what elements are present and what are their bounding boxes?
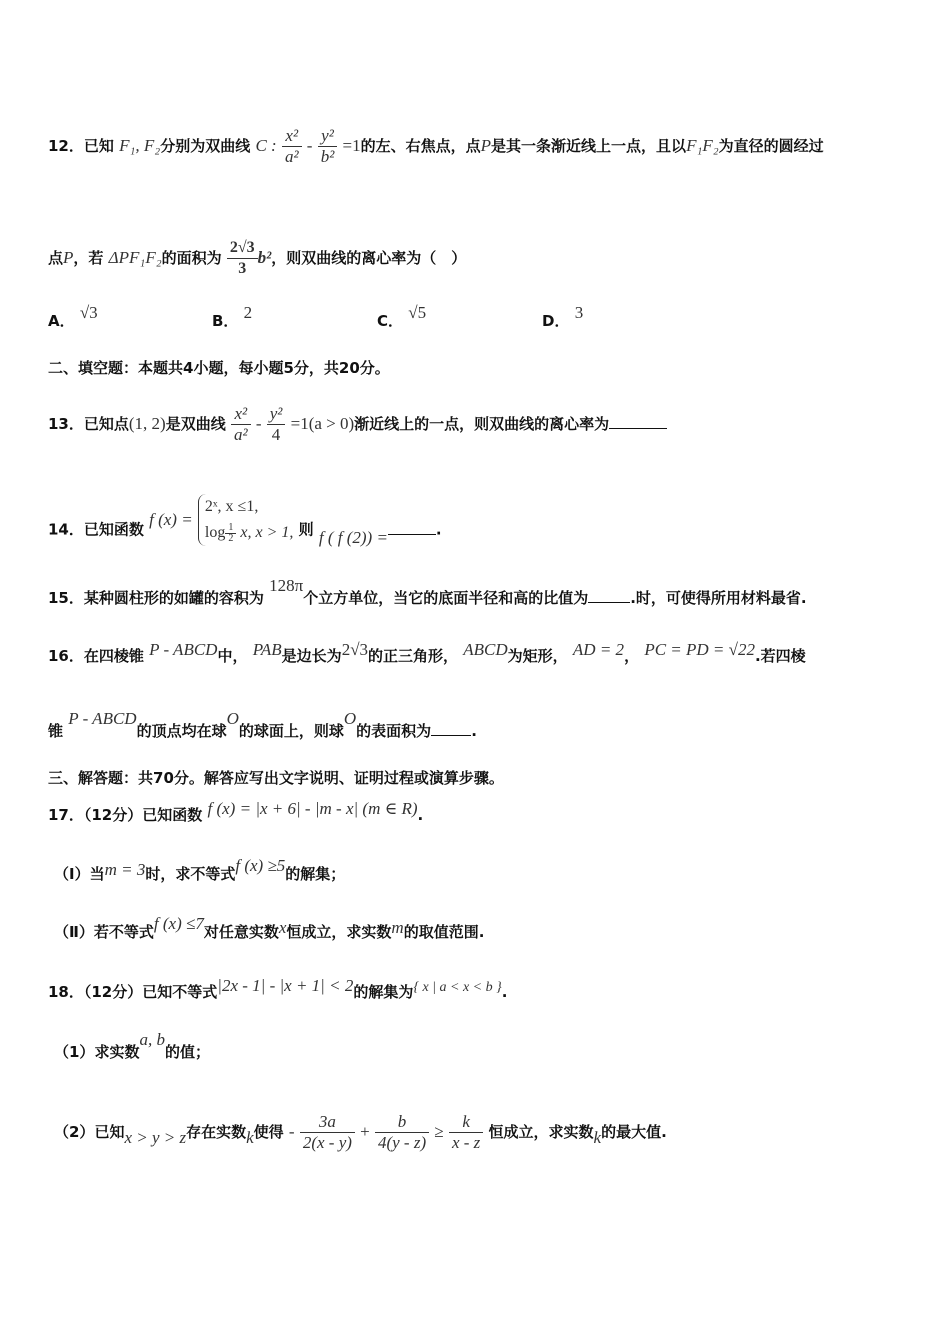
q13-text: 已知点	[83, 415, 129, 433]
q18-set: { x | a < x < b }	[413, 980, 502, 995]
q12-text: 是其一条渐近线上一点，且以	[491, 137, 687, 155]
q18-inequality: |2x - 1| - |x + 1| < 2	[217, 976, 354, 995]
q17-text: 当	[89, 865, 105, 883]
q17-part1-label: （Ⅰ）	[54, 865, 90, 883]
q16-pab: PAB	[252, 640, 282, 659]
q15-text: 个立方单位，当它的底面半径和高的比值为	[303, 589, 589, 607]
q17-part2	[54, 914, 485, 942]
q14-answer-blank[interactable]	[388, 534, 436, 535]
q17-x: x	[278, 918, 287, 937]
q17-part1	[54, 856, 346, 884]
option-label: D．	[542, 312, 570, 330]
q14-ffx: f ( f (2)) =	[318, 527, 388, 547]
q17-part2-label: （Ⅱ）	[54, 923, 94, 941]
q18-text: 求实数	[94, 1043, 140, 1061]
q12-point: P	[480, 136, 492, 155]
option-label: B．	[212, 312, 239, 330]
q16-text: 中，	[217, 647, 248, 665]
q15-volume: 128π	[269, 576, 304, 595]
q16-pyramid: P - ABCD	[68, 709, 137, 728]
q16-text: 是边长为	[281, 647, 342, 665]
q18-line	[48, 976, 508, 1004]
q16-line1	[48, 640, 806, 666]
q16-abcd: ABCD	[463, 640, 508, 659]
q12-text: 点	[48, 249, 64, 267]
q15-answer-blank[interactable]	[588, 602, 630, 603]
q18-number: 18．	[48, 983, 84, 1001]
q13-minus: -	[255, 414, 262, 433]
q17-text: 时，求不等式	[145, 865, 236, 883]
q17-score: （12分）	[83, 806, 143, 824]
q12-frac-y: $\frac{\text{y²}}{\text{b²}}$	[318, 126, 338, 167]
q16-text: .若四棱	[754, 647, 806, 665]
q12-curve: C :	[255, 136, 277, 155]
q17-inequality: f (x) ≥5	[235, 856, 286, 875]
q13-text: 是双曲线	[165, 415, 226, 433]
q14-piecewise	[198, 494, 293, 546]
q18-text: 已知	[94, 1123, 125, 1141]
q16-text: 的顶点均在球	[136, 722, 227, 740]
q16-text: 的正三角形，	[368, 647, 459, 665]
q15-line	[48, 576, 807, 608]
q17-end: .	[417, 806, 424, 824]
q17-inequality: f (x) ≤7	[153, 914, 204, 933]
q14-number: 14．	[48, 520, 84, 539]
q18-k: k	[246, 1128, 254, 1147]
option-value: 3	[574, 303, 584, 322]
q18-end: .	[501, 983, 508, 1001]
q18-condition: x > y > z	[124, 1128, 187, 1147]
q16-line2	[48, 709, 477, 741]
q15-text: 某种圆柱形的如罐的容积为	[83, 589, 264, 607]
q12-area-frac: $\frac{2√3}{3}$	[227, 238, 258, 279]
q18-frac-k: $\frac{k}{x - z}$	[449, 1112, 483, 1153]
q13-number: 13．	[48, 415, 84, 433]
q14-end: .	[435, 520, 442, 539]
section-3-heading: 三、解答题：共70分。解答应写出文字说明、证明过程或演算步骤。	[48, 769, 504, 787]
q17-function: f (x) = |x + 6| - |m - x| (m ∈ R)	[207, 799, 418, 818]
q13-answer-blank[interactable]	[609, 428, 667, 429]
q17-number: 17．	[48, 806, 84, 824]
q12-minus: -	[306, 136, 313, 155]
q17-text: 的取值范围.	[403, 923, 485, 941]
q12-f1f2: F₁F₂	[686, 136, 719, 155]
q14-text: 已知函数	[83, 520, 144, 539]
q18-part1-label: （1）	[54, 1043, 95, 1061]
q12-option-a[interactable]	[48, 303, 98, 331]
section-2-heading: 二、填空题：本题共4小题，每小题5分，共20分。	[48, 359, 390, 377]
q17-text: 的解集；	[285, 865, 346, 883]
q16-text: 为矩形，	[507, 647, 568, 665]
q12-point: P	[63, 248, 74, 267]
q12-text: 的左、右焦点，点	[360, 137, 481, 155]
q12-option-b[interactable]	[212, 303, 253, 331]
q18-text: 存在实数	[186, 1123, 247, 1141]
q16-sphere: O	[226, 709, 239, 728]
q12-eq: =1	[342, 136, 361, 155]
q18-text: 恒成立，求实数	[488, 1123, 594, 1141]
q12-text: ，若	[73, 249, 104, 267]
q12-text: 为直径的圆经过	[718, 137, 824, 155]
q18-text: 已知不等式	[142, 983, 218, 1001]
q12-foci: F₁, F₂	[119, 136, 161, 155]
q16-side: 2√3	[341, 640, 369, 659]
q16-ad: AD = 2	[572, 640, 625, 659]
q16-text: 的表面积为	[356, 722, 432, 740]
q12-text: ，则双曲线的离心率为（ ）	[271, 249, 467, 267]
q18-part2	[54, 1112, 667, 1153]
q14-fx: f (x) =	[149, 509, 193, 529]
q16-text: 锥	[48, 722, 64, 740]
q18-frac-b: $\frac{b}{4(y - z)}$	[375, 1112, 429, 1153]
q12-line1	[48, 126, 824, 167]
q16-text: ，	[624, 647, 640, 665]
q13-point: (1, 2)	[128, 414, 166, 433]
q12-number: 12．	[48, 137, 84, 155]
q15-text: .时，可使得所用材料最省.	[630, 589, 807, 607]
q18-part2-label: （2）	[54, 1123, 95, 1141]
q16-end: .	[471, 722, 477, 740]
q18-text: 的最大值.	[601, 1123, 667, 1141]
q13-text: 渐近线上的一点，则双曲线的离心率为	[354, 415, 610, 433]
q18-score: （12分）	[83, 983, 143, 1001]
q16-text: 在四棱锥	[83, 647, 144, 665]
q16-pc: PC = PD = √22	[644, 640, 755, 659]
q13-eq: =1(a > 0)	[290, 414, 355, 433]
option-value: √3	[79, 303, 98, 322]
q17-text: 恒成立，求实数	[286, 923, 392, 941]
q17-m-value: m = 3	[104, 860, 146, 879]
q16-text: 的球面上，则球	[238, 722, 344, 740]
q18-text: 的值；	[164, 1043, 210, 1061]
q18-frac-a: $\frac{3a}{2(x - y)}$	[300, 1112, 355, 1153]
q12-text: 的面积为	[161, 249, 222, 267]
q18-ab: a, b	[139, 1030, 165, 1049]
q12-line2	[48, 238, 466, 279]
q17-m: m	[391, 918, 404, 937]
q12-text: 分别为双曲线	[160, 137, 251, 155]
q16-number: 16．	[48, 647, 84, 665]
q17-text: 对任意实数	[203, 923, 279, 941]
q18-text: 的解集为	[353, 983, 414, 1001]
q12-option-d[interactable]	[542, 303, 584, 331]
q16-answer-blank[interactable]	[431, 735, 471, 736]
q16-pyramid: P - ABCD	[149, 640, 218, 659]
q16-sphere: O	[343, 709, 357, 728]
q12-frac-x: $\frac{\text{x²}}{\text{a²}}$	[282, 126, 302, 167]
q18-text: 使得	[253, 1123, 284, 1141]
q13-line	[48, 404, 667, 445]
q12-triangle: ΔPF₁F₂	[108, 248, 162, 267]
q18-geq: ≥	[434, 1122, 444, 1141]
q18-part1	[54, 1030, 210, 1062]
q14-line	[48, 498, 442, 556]
option-value: √5	[408, 303, 427, 322]
q13-frac-y: $\frac{\text{y²}}{4}$	[267, 404, 286, 445]
q13-frac-x: $\frac{\text{x²}}{\text{a²}}$	[231, 404, 251, 445]
q17-line	[48, 799, 424, 825]
q14-case1: 2ˣ, x ≤1,	[204, 498, 259, 515]
option-label: C．	[377, 312, 404, 330]
q18-k: k	[593, 1128, 602, 1147]
q18-minus: -	[288, 1122, 295, 1141]
q15-number: 15．	[48, 589, 84, 607]
option-value: 2	[243, 303, 253, 322]
q12-option-c[interactable]	[377, 303, 427, 331]
q14-text: 则	[298, 520, 314, 539]
q17-text: 已知函数	[142, 806, 203, 824]
option-label: A．	[48, 312, 75, 330]
q12-area-b: b²	[257, 248, 272, 267]
q18-plus: +	[360, 1122, 370, 1141]
q12-text: 已知	[83, 137, 114, 155]
q14-case2: log $\frac{1}{2}$ x, x > 1,	[204, 522, 294, 545]
q17-text: 若不等式	[93, 923, 154, 941]
